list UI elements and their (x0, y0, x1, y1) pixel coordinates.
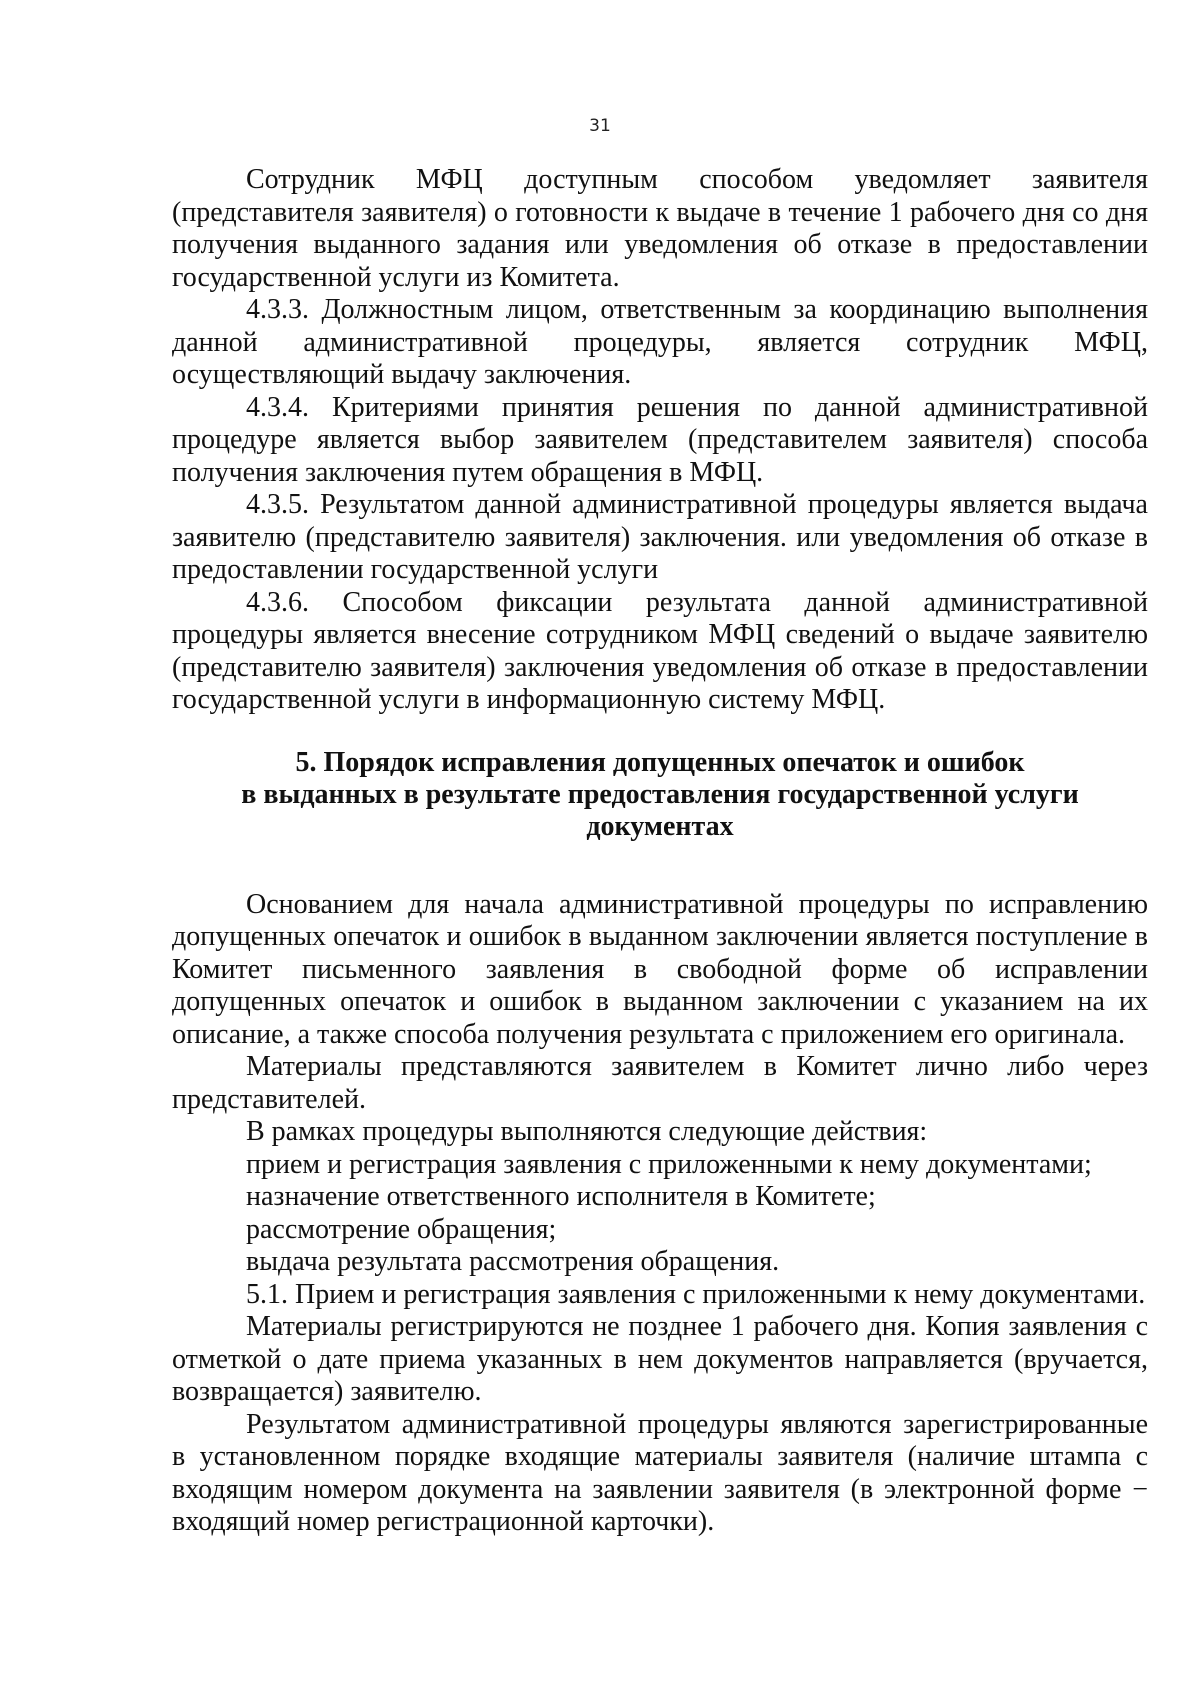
paragraph-5-1: 5.1. Прием и регистрация заявления с приложенными к нему документами. (246, 1278, 1146, 1310)
paragraph-registration-deadline: Материалы регистрируются не позднее 1 рабочего дня. Копия заявления с отметкой о дате приема указанных в нем документов направляется (вручается, возвращается) заявителю. (172, 1311, 1148, 1407)
section-5-heading (172, 747, 1148, 843)
action-item-issue-result: выдача результата рассмотрения обращения. (246, 1246, 780, 1277)
action-item-assignment: назначение ответственного исполнителя в Комитете; (246, 1181, 876, 1212)
paragraph-mfc-notification: Сотрудник МФЦ доступным способом уведомляет заявителя (представителя заявителя) о готовности к выдаче в течение 1 рабочего дня со дня получения выданного задания или уведомления об отказе в предоставлении государственной услуги из Комитета. (172, 164, 1148, 293)
paragraph-actions-intro: В рамках процедуры выполняются следующие действия: (246, 1116, 928, 1147)
action-item-reception: прием и регистрация заявления с приложенными к нему документами; (246, 1148, 1092, 1180)
paragraph-grounds: Основанием для начала административной процедуры по исправлению допущенных опечаток и ошибок в выданном заключении является поступление в Комитет письменного заявления в свободной форме об исправлении допущенных опечаток и ошибок в выданном заключении с указанием на их описание, а также способа получения результата с приложением его оригинала. (172, 888, 1148, 1050)
section-heading-line-1: 5. Порядок исправления допущенных опечаток и ошибок (295, 746, 1025, 778)
document-body (172, 164, 1148, 1539)
paragraph-materials-submitted: Материалы представляются заявителем в Комитет лично либо через представителей. (172, 1051, 1148, 1115)
paragraph-4-3-4: 4.3.4. Критериями принятия решения по данной административной процедуре является выбор заявителем (представителем заявителя) способа получения заключения путем обращения в МФЦ. (172, 391, 1148, 488)
action-item-review: рассмотрение обращения; (246, 1213, 557, 1245)
paragraph-4-3-5: 4.3.5. Результатом данной административной процедуры является выдача заявителю (представителю заявителя) заключения. или уведомления об отказе в предоставлении государственной услуги (172, 489, 1148, 585)
paragraph-procedure-result: Результатом административной процедуры являются зарегистрированные в установленном порядке входящие материалы заявителя (наличие штампа с входящим номером документа на заявлении заявителя (в электронной форме − входящий номер регистрационной карточки). (172, 1408, 1148, 1537)
section-heading-line-2: в выданных в результате предоставления государственной услуги (241, 778, 1079, 810)
page-number: 31 (589, 116, 611, 136)
section-heading-line-3: документах (586, 810, 734, 842)
paragraph-4-3-6: 4.3.6. Способом фиксации результата данной административной процедуры является внесение сотрудником МФЦ сведений о выдаче заявителю (представителю заявителя) заключения уведомления об отказе в предоставлении государственной услуги в информационную систему МФЦ. (172, 586, 1148, 715)
paragraph-4-3-3: 4.3.3. Должностным лицом, ответственным за координацию выполнения данной административной процедуры, является сотрудник МФЦ, осуществляющий выдачу заключения. (172, 294, 1148, 390)
